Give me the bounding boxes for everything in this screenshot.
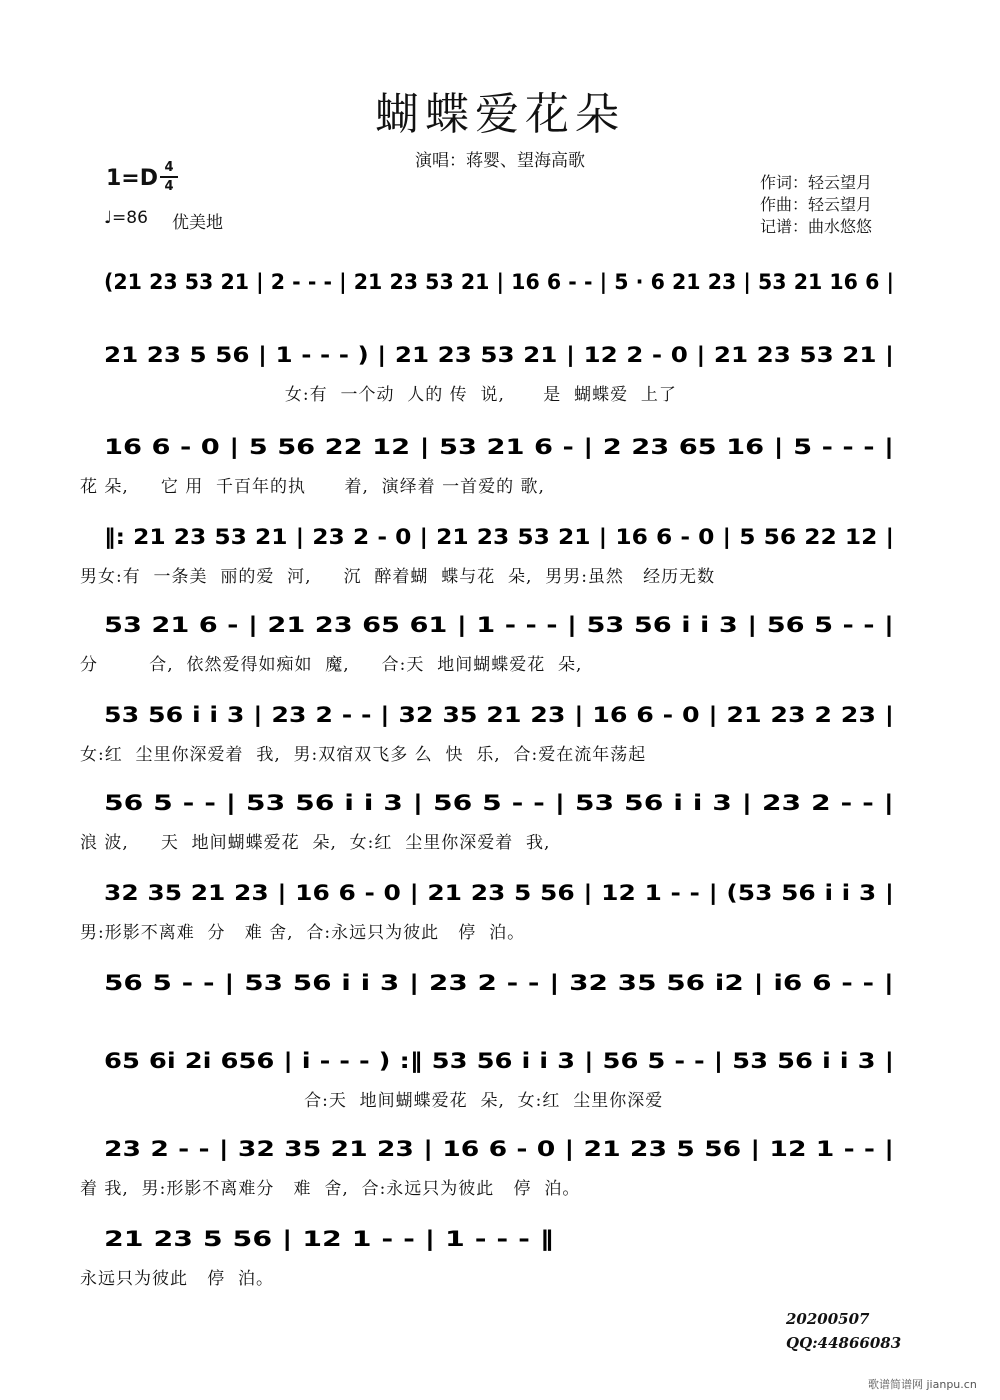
expression-marking: 优美地 [172,213,223,233]
notation-line [104,1130,904,1166]
score-row [80,598,910,688]
notation-svg [104,518,904,554]
time-signature [160,160,178,194]
notation-svg [104,874,904,910]
lyrics-line: 浪 波, 天 地间蝴蝶爱花 朵, 女:红 尘里你深爱着 我, [80,833,551,853]
score-row [80,420,910,510]
qq-contact: QQ:44866083 [786,1334,902,1352]
notation-line [104,1042,904,1078]
notation-line [104,784,904,820]
notation-text: 16 6 - 0 | 5 56 22 12 | 53 21 6 - | 2 23 65 16 | 5 - - - | [104,435,713,459]
notation-line [104,696,904,732]
score-row [80,1122,910,1212]
notation-text: 53 56 i i 3 | 23 2 - - | 32 35 21 23 | 16 6 - 0 | 21 23 2 23 | [104,703,761,727]
lyrics-line: 花 朵, 它 用 千百年的执 着, 演绎着 一首爱的 歌, [80,477,545,497]
lyrics-line: 合:天 地间蝴蝶爱花 朵, 女:红 尘里你深爱 [80,1091,664,1111]
lyrics-line: 男女:有 一条美 丽的爱 河, 沉 醉着蝴 蝶与花 朵, 男男:虽然 经历无数 [80,567,716,587]
notation-line [104,1220,904,1256]
notation-text: 23 2 - - | 32 35 21 23 | 16 6 - 0 | 21 23 5 56 | 12 1 - - | [104,1137,727,1161]
notation-line [104,518,904,554]
notation-svg [104,784,904,820]
composer-credit: 作曲：轻云望月 [760,195,873,214]
notation-line [104,263,913,299]
time-signature-bottom: 4 [164,179,174,194]
notation-svg [104,1042,904,1078]
notation-text: 53 21 6 - | 21 23 65 61 | 1 - - - | 53 56 i i 3 | 56 5 - - | [104,613,714,637]
transcriber-credit: 记谱：曲水悠悠 [760,217,873,236]
notation-text: 21 23 5 56 | 12 1 - - | 1 - - - ‖ [104,1227,437,1251]
lyrics-line: 永远只为彼此 停 泊。 [80,1269,275,1289]
notation-text: 56 5 - - | 53 56 i i 3 | 23 2 - - | 32 35 56 i2 | i6 6 - - | [104,971,699,995]
notation-line [104,874,904,910]
song-title: 蝴蝶爱花朵 [375,89,625,140]
notation-svg [104,1130,904,1166]
notation-text: (21 23 53 21 | 2 - - - | 21 23 53 21 | 16 6 - - | 5 · 6 21 23 | 53 21 16 6 | [104,270,913,294]
notation-svg [104,964,904,1000]
score-row [80,328,910,418]
notation-svg [104,336,904,372]
notation-svg [104,696,904,732]
lyrics-line: 着 我, 男:形影不离难分 难 舍, 合:永远只为彼此 停 泊。 [80,1179,581,1199]
notation-svg [104,428,904,464]
score-row [80,688,910,778]
lyrics-line: 女:有 一个动 人的 传 说, 是 蝴蝶爱 上了 [80,385,677,405]
watermark: 歌谱简谱网 jianpu.cn [868,1378,977,1391]
notation-text: 32 35 21 23 | 16 6 - 0 | 21 23 5 56 | 12 1 - - | (53 56 i i 3 | [104,881,770,905]
notation-svg [104,606,904,642]
score-row [80,866,910,956]
lyrics-line: 女:红 尘里你深爱着 我, 男:双宿双飞多 么 快 乐, 合:爱在流年荡起 [80,745,647,765]
score-row [80,510,910,600]
score-row [80,776,910,866]
performers-line: 演唱：蒋婴、望海高歌 [415,151,585,171]
lyrics-line: 男:形影不离难 分 难 舍, 合:永远只为彼此 停 泊。 [80,923,526,943]
notation-line [104,336,904,372]
time-signature-top: 4 [164,160,174,175]
lyrics-line: 分 合, 依然爱得如痴如 魔, 合:天 地间蝴蝶爱花 朵, [80,655,583,675]
date-stamp: 20200507 [786,1310,870,1328]
tempo-marking: ♩=86 [104,208,148,228]
score-row [80,1034,910,1124]
notation-svg [104,263,913,299]
notation-svg [104,1220,904,1256]
notation-text: 21 23 5 56 | 1 - - - ) | 21 23 53 21 | 12 2 - 0 | 21 23 53 21 | [104,343,779,367]
notation-line [104,964,904,1000]
notation-line [104,606,904,642]
notation-text: 65 6i 2i 656 | i - - - ) :‖ 53 56 i i 3 | 56 5 - - | 53 56 i i 3 | [104,1049,747,1073]
notation-text: ‖: 21 23 53 21 | 23 2 - 0 | 21 23 53 21 | 16 6 - 0 | 5 56 22 12 | [104,525,815,549]
lyricist-credit: 作词：轻云望月 [760,173,873,192]
notation-text: 56 5 - - | 53 56 i i 3 | 56 5 - - | 53 56 i i 3 | 23 2 - - | [104,791,692,815]
key-signature: 1=D [106,166,159,191]
score-row [80,1212,910,1302]
notation-line [104,428,904,464]
score-row [80,956,910,1046]
